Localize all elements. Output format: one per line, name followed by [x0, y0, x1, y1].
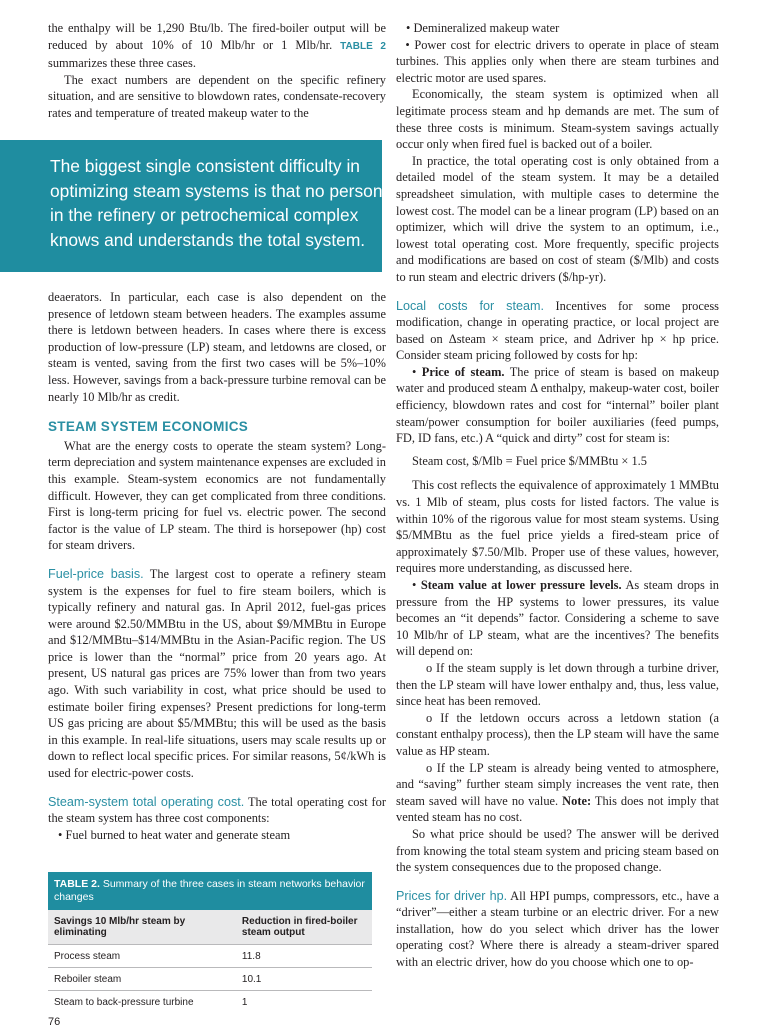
paragraph: What are the energy costs to operate the steam system? Long-term depreciation and system maintenance expenses are excluded in this example. Steam-system economics are not fundamentally difficult. However, they can get complicated from three conditions. First is long-term pricing for fuel vs. electric power. The second factor is the value of LP steam. The third is horsepower (hp) cost for steam drivers.	[48, 438, 386, 553]
pull-quote-text: The biggest single consistent difficulty in optimizing steam systems is that no person in the refinery or petrochemical complex knows and understands the total system.	[50, 156, 383, 250]
table-row	[48, 945, 372, 968]
left-column-top	[48, 20, 386, 122]
subheading: Local costs for steam.	[396, 298, 544, 313]
paragraph: Local costs for steam. Incentives for some process modification, change in operating practice, or local project are based on Δsteam × steam price, and Δdriver hp × hp price. Consider steam pricing followed by costs for hp:	[396, 298, 719, 363]
bullet-item: • Demineralized makeup water	[406, 21, 560, 35]
table-row	[48, 991, 372, 1014]
subheading: Steam-system total operating cost.	[48, 794, 245, 809]
column-header: Reduction in fired-boiler steam output	[236, 910, 372, 945]
subheading: Fuel-price basis.	[48, 566, 144, 581]
paragraph: o If the steam supply is let down through a turbine driver, then the LP steam will have lower enthalpy and, thus, less value, since heat has been removed.	[396, 660, 719, 709]
table-cell: 10.1	[236, 968, 372, 991]
paragraph: Steam-system total operating cost. The total operating cost for the steam system has three cost components:	[48, 794, 387, 826]
column-header: Savings 10 Mlb/hr steam by eliminating	[48, 910, 236, 945]
table-caption: TABLE 2. Summary of the three cases in steam networks behavior changes	[48, 872, 372, 910]
table-reference[interactable]: TABLE 2	[340, 40, 386, 52]
equation: Steam cost, $/Mlb = Fuel price $/MMBtu × 1.5	[412, 453, 647, 468]
table-2	[48, 872, 372, 1013]
paragraph: In practice, the total operating cost is only obtained from a detailed model of the steam system. It may be a detailed spreadsheet simulation, with multiple cases to determine the lowest cost. The model can be a linear program (LP) based on an optimizer, which will drive the system to an optimum, i.e., lowest total operating cost. More frequently, specific projects and modifications are based on cost of steam ($/Mlb) and costs to run steam and electric drivers ($/hp-yr).	[396, 153, 719, 284]
table-cell: 11.8	[236, 945, 372, 968]
page-number: 76	[48, 1016, 61, 1028]
paragraph: This cost reflects the equivalence of approximately 1 MMBtu vs. 1 Mlb of steam, plus costs for listed factors. The value is within 10% of the rigorous value for most steam systems. Using $5/MMBtu as the fuel price yields a fired-steam price of approximately $7.50/Mlb. Proper use of these values, however, requires more understanding, as discussed here.	[396, 478, 719, 576]
paragraph: Prices for driver hp. All HPI pumps, compressors, etc., have a “driver”—either a steam turbine or an electric driver. For a new installation, how do you select which driver has the lower operating cost? Where there is already a steam-driver spared with an electric driver, how do you choose which one to op-	[396, 888, 719, 970]
table-cell: Reboiler steam	[48, 968, 236, 991]
pull-quote	[0, 140, 382, 272]
paragraph: deaerators. In particular, each case is also dependent on the presence of letdown steam between headers. The examples assume there is letdown between headers. In cases where there is excess production of low-pressure (LP) steam, and letdowns are closed, or steam is vented, saving from the first two cases will be 5%–10% less. However, savings from a back-pressure turbine removal can be nearly 10 Mlb/hr as credit.	[48, 290, 386, 404]
subheading: Prices for driver hp.	[396, 888, 508, 903]
paragraph: • Steam value at lower pressure levels. As steam drops in pressure from the HP systems to lower pressures, its value becomes an “it depends” factor. Considering a scheme to save 10 Mlb/hr of LP steam, what are the incentives? The benefits will depend on:	[396, 578, 719, 659]
table-row	[48, 968, 372, 991]
table-cell: Steam to back-pressure turbine	[48, 991, 236, 1014]
paragraph: the enthalpy will be 1,290 Btu/lb. The fired-boiler output will be reduced by about 10% of 10 Mlb/hr or 1 Mlb/hr. TABLE 2 summarizes these three cases.	[48, 21, 386, 71]
paragraph: o If the letdown occurs across a letdown station (a constant enthalpy process), then the LP steam will have the same value as HP steam.	[396, 710, 719, 758]
paragraph: Economically, the steam system is optimized when all legitimate process steam and hp demands are met. The sum of these three costs is minimum. Steam-system savings actually occur only when fired fuel is backed out of a boiler.	[396, 87, 719, 152]
paragraph: Fuel-price basis. The largest cost to operate a refinery steam system is the expenses for fuel to fire steam boilers, which is typically refinery and natural gas. In April 2012, fuel-gas prices were around $2.50/MMBtu in the US, about $9/MMBtu in Europe and $12/MMBtu–$14/MMBtu in the Asian-Pacific region. The US price is lower than the “normal” price from 20 years ago. At present, US natural gas prices are 75% lower than from two years ago. With such variability in cost, what price should be used to estimate boiler firing expenses? Present predictions for long-term US gas pricing are about $5/MMBtu; this will be used as the basis in this example. In real-life situations, users may scale results up or down to reflect local specific prices. For similar reasons, 5¢/kWh is used for electric-power costs.	[48, 566, 387, 781]
paragraph: The exact numbers are dependent on the specific refinery situation, and are sensitive to blowdown rates, condensate-recovery rates and temperature of treated makeup water to the	[48, 72, 386, 120]
bullet-item: • Power cost for electric drivers to operate in place of steam turbines. This applies only when there are steam turbines and electric motor are used spares.	[396, 37, 720, 85]
paragraph: o If the LP steam is already being vented to atmosphere, and “saving” further steam simply increases the vent rate, then steam saved will have no value. Note: This does not imply that vented steam has no cost.	[396, 760, 719, 825]
section-heading: STEAM SYSTEM ECONOMICS	[48, 419, 249, 435]
paragraph: So what price should be used? The answer will be derived from knowing the total steam system and pricing steam based on the system consequences due to the proposed change.	[396, 826, 719, 875]
summary-table	[48, 910, 372, 1013]
left-column-body	[48, 289, 386, 843]
right-column	[396, 20, 719, 971]
bullet-item: • Fuel burned to heat water and generate steam	[58, 827, 291, 842]
table-header-row	[48, 910, 372, 945]
paragraph: • Price of steam. The price of steam is based on makeup water and produced steam Δ enthalpy, makeup-water cost, boiler efficiency, blowdown rates and cost for “internal” boiler plant steam/power consumption for boiler auxiliaries (feed pumps, FD, ID fans, etc.) A “quick and dirty” cost for steam is:	[396, 364, 720, 446]
table-cell: Process steam	[48, 945, 236, 968]
table-cell: 1	[236, 991, 372, 1014]
